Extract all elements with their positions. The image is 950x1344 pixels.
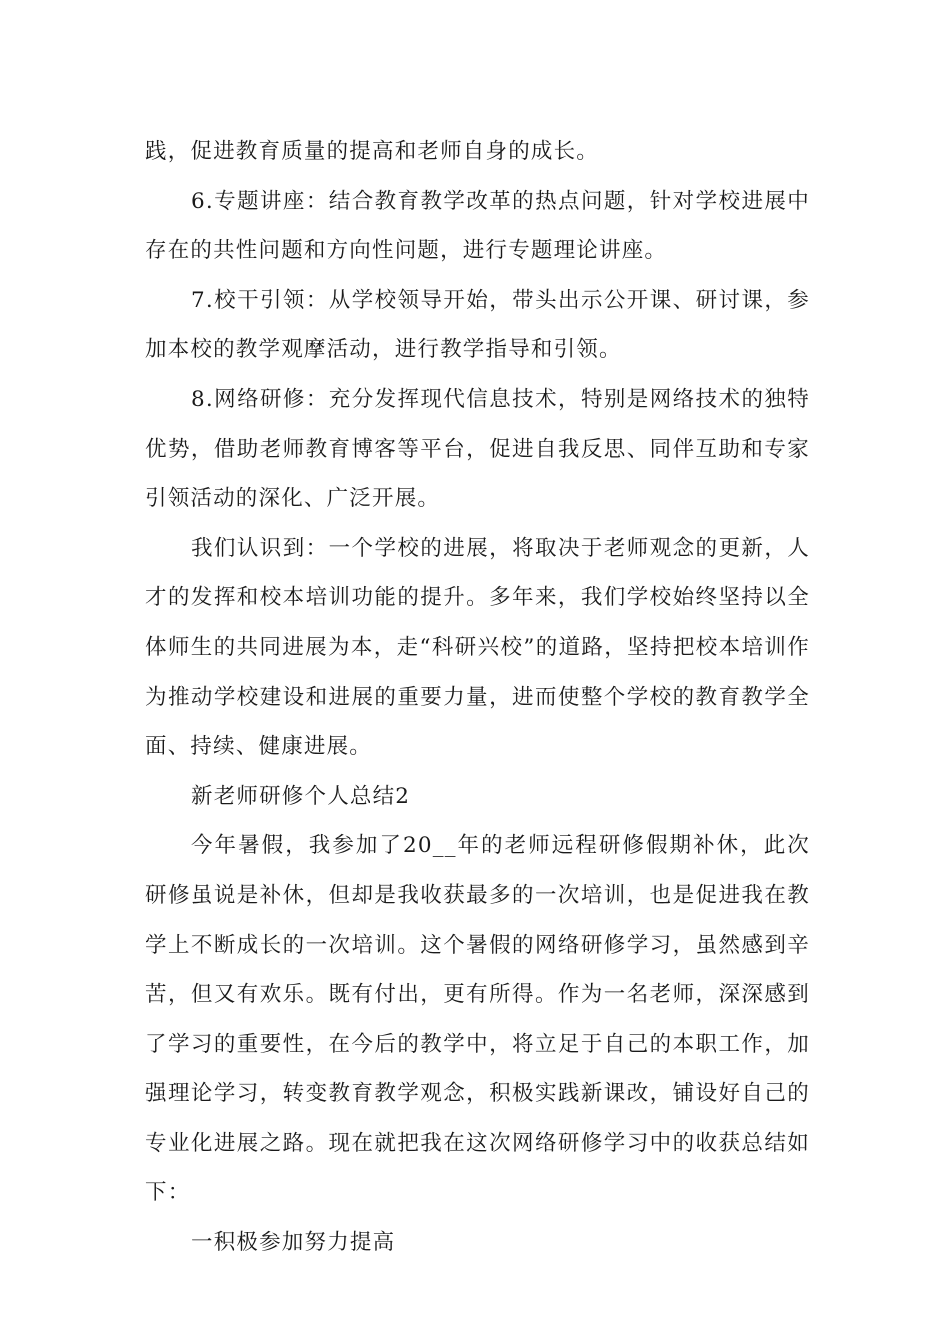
document-body [145,127,810,1268]
paragraph-continuation: 践，促进教育质量的提高和老师自身的成长。 [145,139,600,164]
paragraph-summary: 我们认识到：一个学校的进展，将取决于老师观念的更新，人才的发挥和校本培训功能的提升。多年来，我们学校始终坚持以全体师生的共同进展为本，走“科研兴校”的道路，坚持把校本培训作为推动学校建设和进展的重要力量，进而使整个学校的教育教学全面、持续、健康进展。 [145,535,810,760]
paragraph-item-6: 6.专题讲座：结合教育教学改革的热点问题，针对学校进展中存在的共性问题和方向性问题，进行专题理论讲座。 [145,188,810,264]
paragraph-item-7: 7.校干引领：从学校领导开始，带头出示公开课、研讨课，参加本校的教学观摩活动，进行教学指导和引领。 [145,287,810,363]
subsection-heading: 一积极参加努力提高 [191,1230,396,1256]
paragraph-item-8: 8.网络研修：充分发挥现代信息技术，特别是网络技术的独特优势，借助老师教育博客等平台，促进自我反思、同伴互助和专家引领活动的深化、广泛开展。 [145,386,810,512]
section-heading: 新老师研修个人总结2 [191,783,411,809]
paragraph-intro: 今年暑假，我参加了20__年的老师远程研修假期补休，此次研修虽说是补休，但却是我收获最多的一次培训，也是促进我在教学上不断成长的一次培训。这个暑假的网络研修学习，虽然感到辛苦，但又有欢乐。既有付出，更有所得。作为一名老师，深深感到了学习的重要性，在今后的教学中，将立足于自己的本职工作，加强理论学习，转变教育教学观念，积极实践新课改，铺设好自己的专业化进展之路。现在就把我在这次网络研修学习中的收获总结如下： [145,833,810,1206]
